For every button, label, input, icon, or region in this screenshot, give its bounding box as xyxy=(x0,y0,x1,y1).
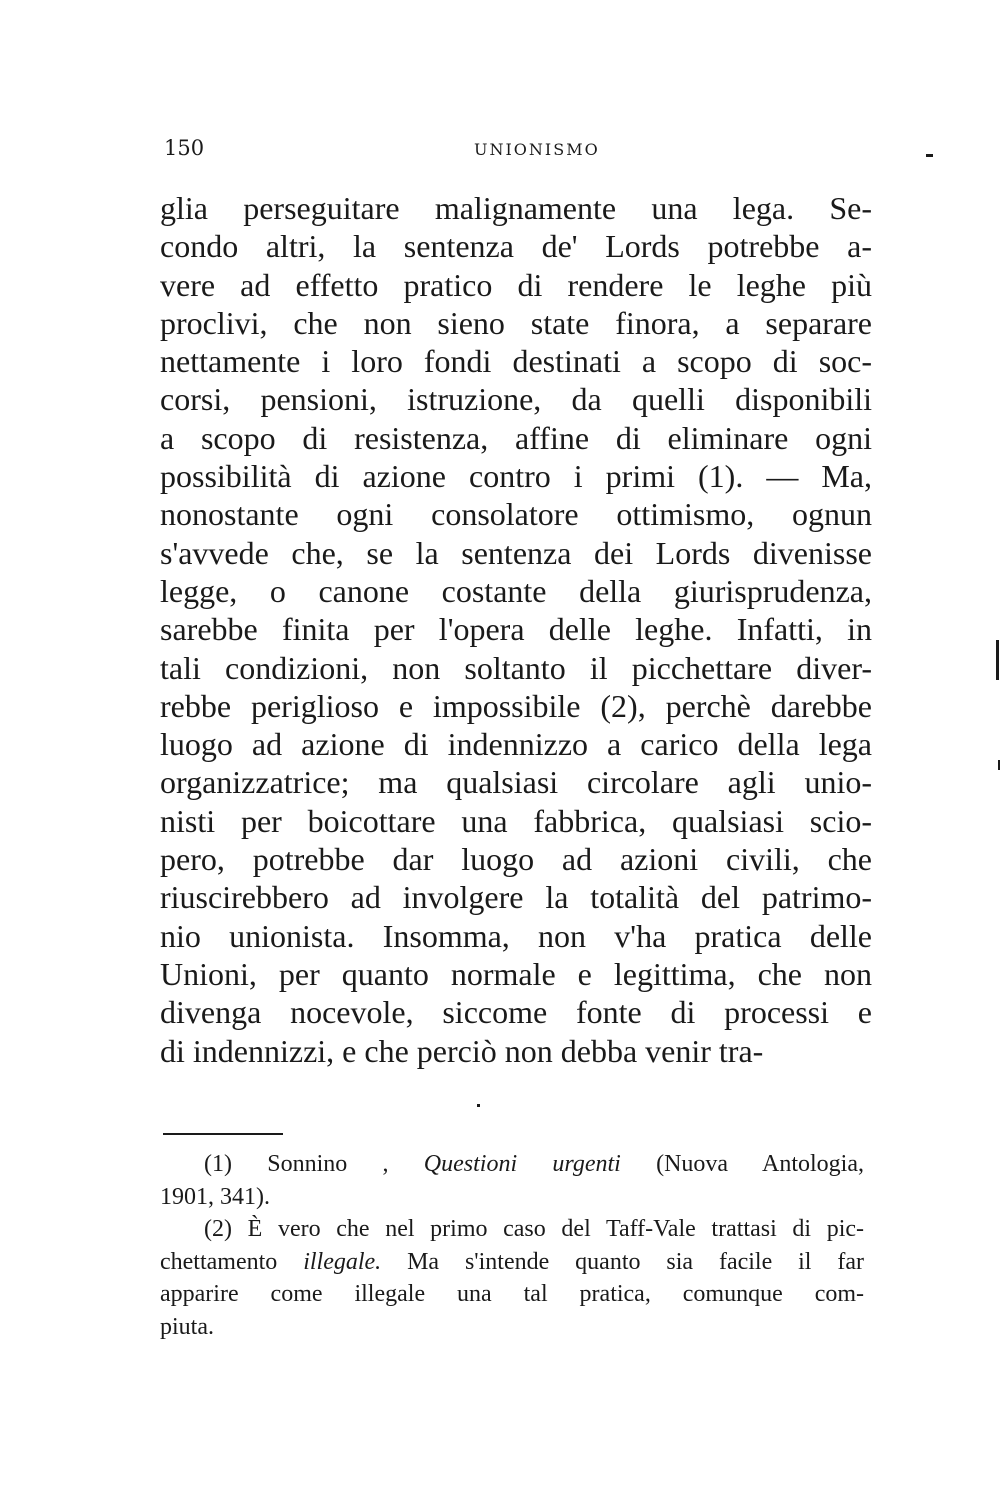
running-head: UNIONISMO xyxy=(474,140,600,159)
text-line: proclivi, che non sieno state finora, a separare xyxy=(160,304,872,341)
footnote-emphasis: illegale. xyxy=(303,1248,382,1275)
text-line: Unioni, per quanto normale e legittima, che non xyxy=(160,955,872,992)
text-line: di indennizzi, e che perciò non debba venir tra- xyxy=(160,1032,764,1069)
footnote-1 xyxy=(160,1148,864,1181)
text-line: s'avvede che, se la sentenza dei Lords divenisse xyxy=(160,534,872,571)
footnote-text: chettamento xyxy=(160,1248,278,1275)
footnote-2-cont xyxy=(160,1246,864,1279)
footnote-marker: (2) xyxy=(204,1216,232,1242)
text-line: pero, potrebbe dar luogo ad azioni civili, che xyxy=(160,841,872,878)
footnote-rule xyxy=(163,1133,283,1135)
text-line: nonostante ogni consolatore ottimismo, ognun xyxy=(160,496,872,533)
text-line: divenga nocevole, siccome fonte di processi e xyxy=(160,994,872,1031)
text-line: nisti per boicottare una fabbrica, qualsiasi scio- xyxy=(160,802,872,839)
footnote-2 xyxy=(160,1213,864,1246)
text-line: riuscirebbero ad involgere la totalità del patrimo- xyxy=(160,879,872,916)
text-line: vere ad effetto pratico di rendere le leghe più xyxy=(160,266,872,303)
page-blemish xyxy=(996,640,999,680)
footnote-title: Questioni urgenti xyxy=(423,1151,621,1177)
page-blemish xyxy=(477,1104,480,1107)
text-line: tali condizioni, non soltanto il picchettare diver- xyxy=(160,649,872,686)
footnotes xyxy=(160,1148,864,1343)
page-number: 150 xyxy=(164,136,205,160)
footnote-text: È vero che nel primo caso del Taff-Vale trattasi di pic- xyxy=(247,1216,865,1242)
page-header xyxy=(164,136,876,166)
text-line: nio unionista. Insomma, non v'ha pratica delle xyxy=(160,917,872,954)
text-line: possibilità di azione contro i primi (1). — Ma, xyxy=(160,458,872,495)
footnote-marker: (1) xyxy=(204,1151,232,1177)
text-line: luogo ad azione di indennizzo a carico della lega xyxy=(160,726,872,763)
text-line: organizzatrice; ma qualsiasi circolare agli unio- xyxy=(160,764,872,801)
text-line: corsi, pensioni, istruzione, da quelli disponibili xyxy=(160,381,872,418)
text-line: rebbe periglioso e impossibile (2), perchè darebbe xyxy=(160,687,872,724)
footnote-source: (Nuova Antologia, xyxy=(656,1151,864,1177)
text-line: glia perseguitare malignamente una lega. Se- xyxy=(160,190,872,226)
footnote-2-cont: piuta. xyxy=(160,1313,214,1340)
footnote-1-cont: 1901, 341). xyxy=(160,1183,270,1210)
text-line: condo altri, la sentenza de' Lords potrebbe a- xyxy=(160,228,872,265)
text-line: nettamente i loro fondi destinati a scopo di soc- xyxy=(160,343,872,380)
body-text xyxy=(160,189,872,1070)
footnote-2-cont: apparire come illegale una tal pratica, comunque com- xyxy=(160,1281,864,1307)
page-blemish xyxy=(926,154,933,157)
text-line: legge, o canone costante della giurisprudenza, xyxy=(160,572,872,609)
footnote-author: Sonnino , xyxy=(267,1151,389,1177)
text-line: a scopo di resistenza, affine di eliminare ogni xyxy=(160,419,872,456)
footnote-text: Ma s'intende quanto sia facile il far xyxy=(407,1248,865,1275)
text-line: sarebbe finita per l'opera delle leghe. Infatti, in xyxy=(160,611,872,648)
